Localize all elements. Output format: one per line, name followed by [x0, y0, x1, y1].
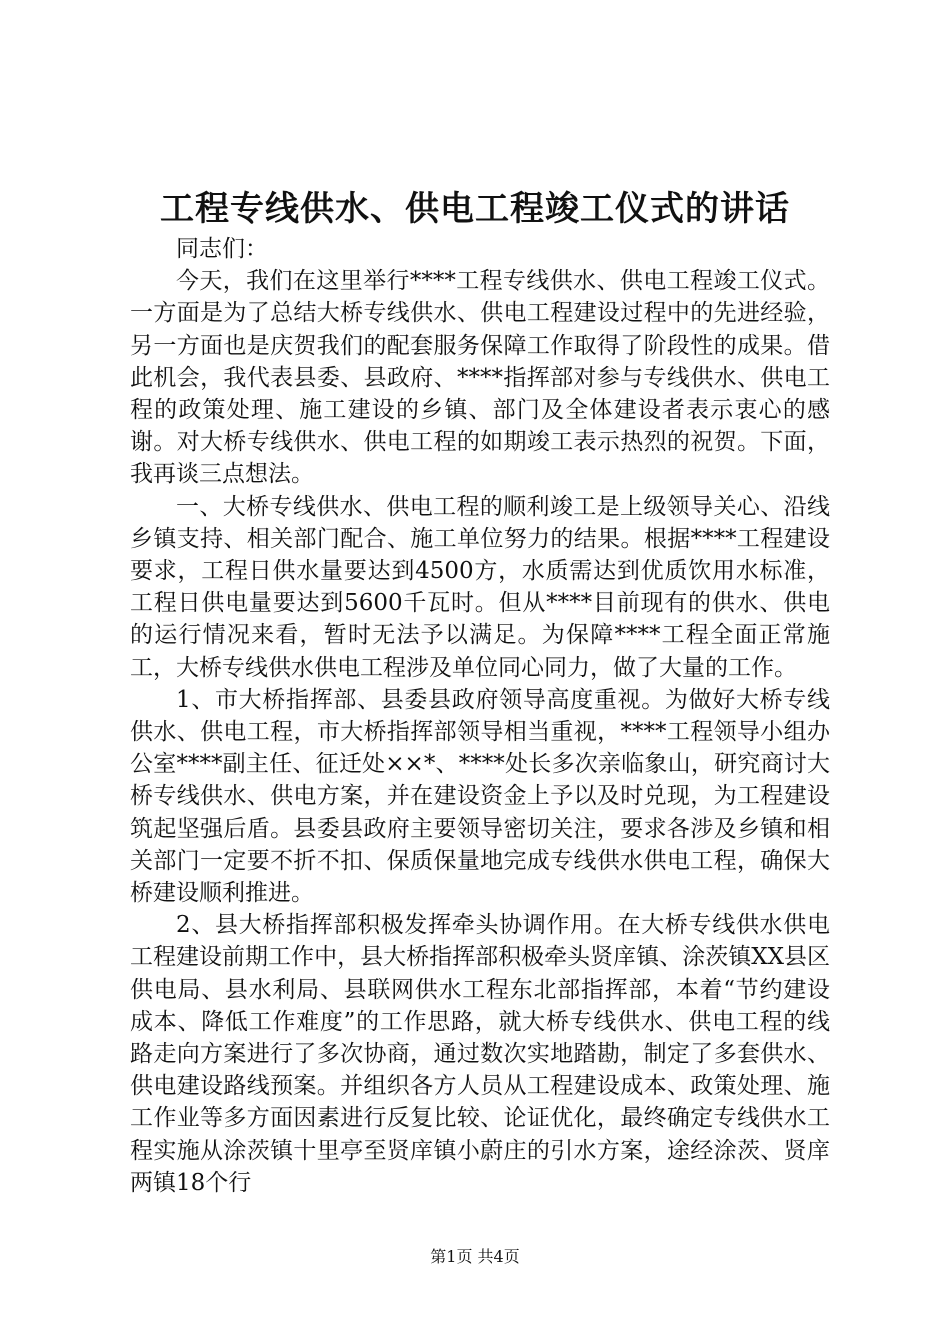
document-title: 工程专线供水、供电工程竣工仪式的讲话	[160, 189, 790, 229]
document-body	[130, 233, 830, 1199]
paragraph-3: 1、市大桥指挥部、县委县政府领导高度重视。为做好大桥专线供水、供电工程，市大桥指挥部领导相当重视，****工程领导小组办公室****副主任、征迁处××*、****处长多次亲临象山，研究商讨大桥专线供水、供电方案，并在建设资金上予以及时兑现，为工程建设筑起坚强后盾。县委县政府主要领导密切关注，要求各涉及乡镇和相关部门一定要不折不扣、保质保量地完成专线供水供电工程，确保大桥建设顺利推进。	[130, 686, 830, 907]
salutation: 同志们：	[176, 236, 268, 262]
page-number: 第1页 共4页	[430, 1247, 520, 1266]
paragraph-4: 2、县大桥指挥部积极发挥牵头协调作用。在大桥专线供水供电工程建设前期工作中，县大桥指挥部积极牵头贤庠镇、涂茨镇XX县区供电局、县水利局、县联网供水工程东北部指挥部，本着“节约建设成本、降低工作难度”的工作思路，就大桥专线供水、供电工程的线路走向方案进行了多次协商，通过数次实地踏勘，制定了多套供水、供电建设路线预案。并组织各方人员从工程建设成本、政策处理、施工作业等多方面因素进行反复比较、论证优化，最终确定专线供水工程实施从涂茨镇十里亭至贤庠镇小蔚庄的引水方案，途经涂茨、贤庠两镇18个行	[130, 912, 830, 1196]
paragraph-2: 一、大桥专线供水、供电工程的顺利竣工是上级领导关心、沿线乡镇支持、相关部门配合、施工单位努力的结果。根据****工程建设要求，工程日供水量要达到4500方，水质需达到优质饮用水标准，工程日供电量要达到5600千瓦时。但从****目前现有的供水、供电的运行情况来看，暂时无法予以满足。为保障****工程全面正常施工，大桥专线供水供电工程涉及单位同心同力，做了大量的工作。	[130, 493, 830, 681]
paragraph-1: 今天，我们在这里举行****工程专线供水、供电工程竣工仪式。一方面是为了总结大桥专线供水、供电工程建设过程中的先进经验，另一方面也是庆贺我们的配套服务保障工作取得了阶段性的成果。借此机会，我代表县委、县政府、****指挥部对参与专线供水、供电工程的政策处理、施工建设的乡镇、部门及全体建设者表示衷心的感谢。对大桥专线供水、供电工程的如期竣工表示热烈的祝贺。下面，我再谈三点想法。	[130, 268, 830, 488]
